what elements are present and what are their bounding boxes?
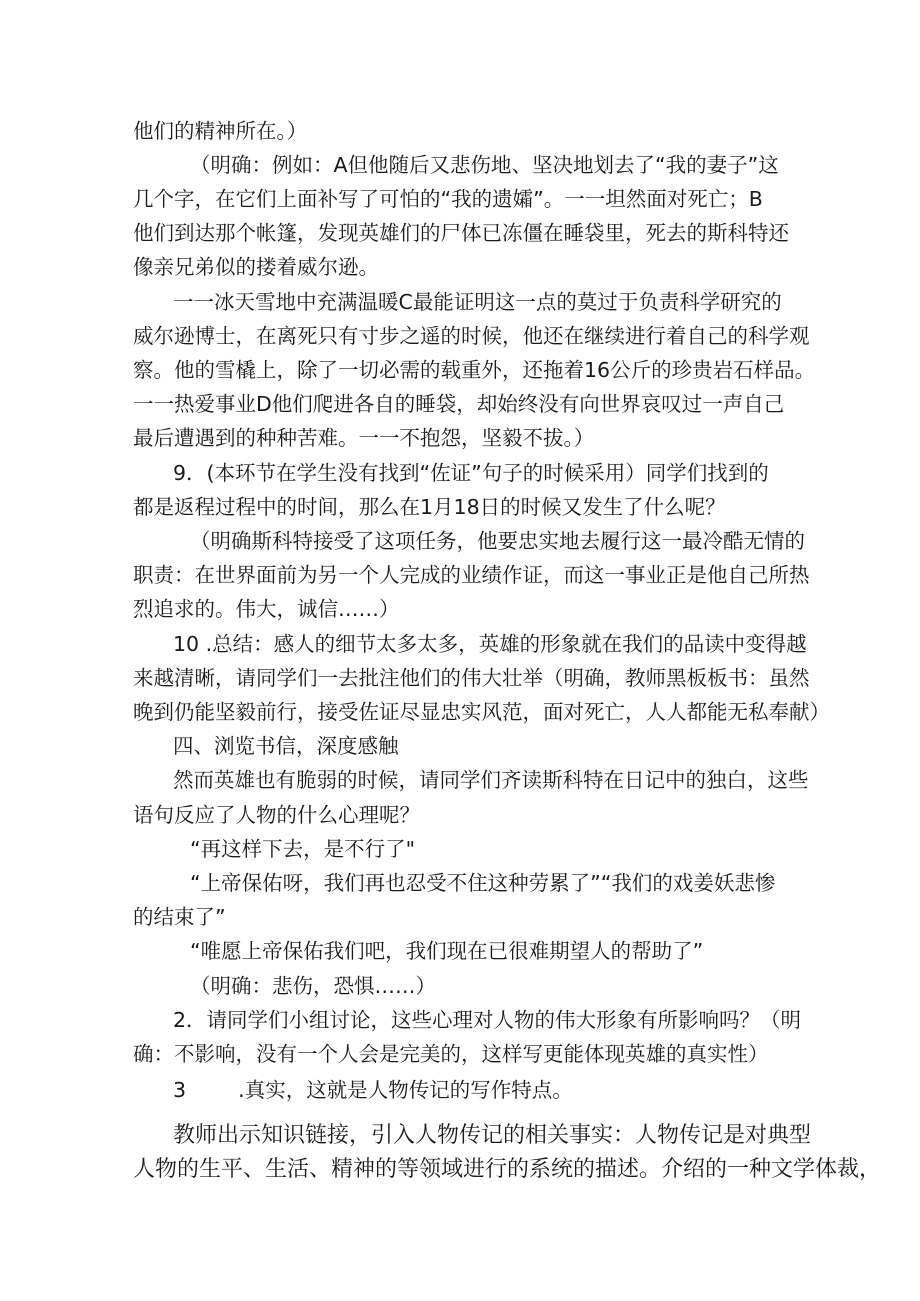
text-line: 3 .真实，这就是人物传记的写作特点。 xyxy=(173,1078,573,1102)
text-line: 几个字，在它们上面补写了可怕的“我的遗孀”。一一坦然面对死亡；B xyxy=(133,187,763,211)
quote-line: 的结束了” xyxy=(133,905,226,929)
text-line: 语句反应了人物的什么心理呢？ xyxy=(133,803,420,827)
text-line: 然而英雄也有脆弱的时候，请同学们齐读斯科特在日记中的独白，这些 xyxy=(173,768,809,792)
section-heading: 四、浏览书信，深度感触 xyxy=(173,734,399,758)
text-line: 来越清晰，请同学们一去批注他们的伟大壮举（明确，教师黑板板书：虽然 xyxy=(133,666,810,690)
text-line: 都是返程过程中的时间，那么在1月18日的时候又发生了什么呢？ xyxy=(133,495,726,519)
text-line: 10 .总结：感人的细节太多太多，英雄的形象就在我们的品读中变得越 xyxy=(173,632,807,656)
text-line: 一一热爱事业D他们爬进各自的睡袋，却始终没有向世界哀叹过一声自己 xyxy=(133,392,785,416)
text-line: 晚到仍能坚毅前行，接受佐证尽显忠实风范，面对死亡，人人都能无私奉献） xyxy=(133,700,830,724)
text-line: 烈追求的。伟大，诚信……） xyxy=(133,597,400,621)
quote-line: “上帝保佑呀，我们再也忍受不住这种劳累了”“我们的戏姜妖悲惨 xyxy=(190,871,776,895)
text-line: 威尔逊博士，在离死只有寸步之遥的时候，他还在继续进行着自己的科学观 xyxy=(133,324,810,348)
text-line: 职责：在世界面前为另一个人完成的业绩作证，而这一事业正是他自己所热 xyxy=(133,563,810,587)
quote-line: “唯愿上帝保佑我们吧，我们现在已很难期望人的帮助了” xyxy=(190,939,704,963)
text-line: 像亲兄弟似的搂着威尔逊。 xyxy=(133,255,379,279)
text-line: 2．请同学们小组讨论，这些心理对人物的伟大形象有所影响吗？（明 xyxy=(173,1008,802,1032)
quote-line: “再这样下去，是不行了" xyxy=(190,837,416,861)
text-line: 确：不影响，没有一个人会是完美的，这样写更能体现英雄的真实性） xyxy=(133,1042,769,1066)
text-line: 9．(本环节在学生没有找到“佐证”句子的时候采用）同学们找到的 xyxy=(173,461,769,485)
text-line: 最后遭遇到的种种苦难。一一不抱怨，坚毅不拔。） xyxy=(133,426,595,450)
text-line: 一一冰天雪地中充满温暖C最能证明这一点的莫过于负责科学研究的 xyxy=(173,290,782,314)
text-line: 人物的生平、生活、精神的等领域进行的系统的描述。介绍的一种文学体裁， xyxy=(133,1157,882,1182)
text-line: （明确斯科特接受了这项任务，他要忠实地去履行这一最冷酷无情的 xyxy=(190,529,805,553)
text-line: 察。他的雪橇上，除了一切必需的载重外，还拖着16公斤的珍贵岩石样品。 xyxy=(133,358,816,382)
text-line: （明确：例如：A但他随后又悲伤地、坚决地划去了“我的妻子”这 xyxy=(190,153,779,177)
text-line: 他们的精神所在。） xyxy=(133,119,308,143)
text-line: （明确：悲伤，恐惧……） xyxy=(190,974,436,998)
text-line: 他们到达那个帐篷，发现英雄们的尸体已冻僵在睡袋里，死去的斯科特还 xyxy=(133,221,789,245)
text-line: 教师出示知识链接，引入人物传记的相关事实：人物传记是对典型 xyxy=(173,1123,812,1148)
